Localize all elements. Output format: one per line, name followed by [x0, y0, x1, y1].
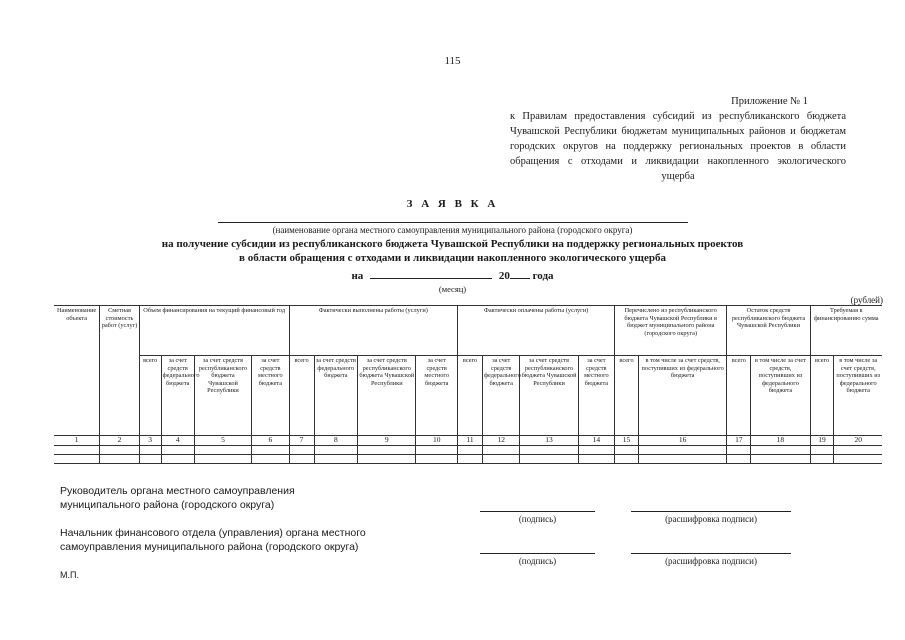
col-number: 5 — [194, 436, 251, 446]
finance-decode-caption: (расшифровка подписи) — [665, 556, 757, 566]
table-header-row — [54, 306, 882, 356]
finance-decode-line[interactable] — [631, 553, 791, 554]
appendix-title: Приложение № 1 — [731, 96, 808, 107]
form-subtitle-line-1: на получение субсидии из республиканского бюджета Чувашской Республики на поддержку региональных проектов — [161, 238, 744, 250]
month-blank[interactable] — [370, 269, 492, 279]
subsidy-table — [54, 305, 882, 464]
appendix-text: к Правилам предоставления субсидий из республиканского бюджета Чувашской Республики бюджетам муниципальных районов и бюджетам городских округов на поддержку региональных проектов в области обращения с отходами и ликвидации накопленного экологического ущерба — [510, 111, 846, 182]
sub-federal: за счет средств федерального бюджета — [482, 356, 519, 436]
col-number: 10 — [416, 436, 458, 446]
col-number: 18 — [751, 436, 810, 446]
col-number: 8 — [314, 436, 358, 446]
head-signature-caption: (подпись) — [518, 514, 557, 524]
column-numbers-row — [54, 436, 882, 446]
finance-signature-label: Начальник финансового отдела (управления) органа местного самоуправления муниципального района (городского округа) — [60, 527, 366, 553]
table-subheader-row — [54, 356, 882, 436]
appendix-block — [510, 94, 846, 184]
period-suffix: года — [532, 270, 554, 282]
form-subtitle — [0, 237, 905, 265]
col-number: 17 — [727, 436, 751, 446]
sub-total: всего — [615, 356, 639, 436]
head-decode-line[interactable] — [631, 511, 791, 512]
sub-total: всего — [139, 356, 161, 436]
col-number: 12 — [482, 436, 519, 446]
header-done: Фактически выполнены работы (услуги) — [289, 306, 457, 356]
col-number: 9 — [358, 436, 416, 446]
col-number: 14 — [578, 436, 614, 446]
sub-total: всего — [727, 356, 751, 436]
header-paid: Фактически оплачены работы (услуги) — [458, 306, 615, 356]
sub-local: за счет средств местного бюджета — [416, 356, 458, 436]
sub-total: всего — [289, 356, 314, 436]
col-number: 1 — [54, 436, 100, 446]
col-number: 6 — [252, 436, 289, 446]
sub-total: всего — [810, 356, 834, 436]
table-row[interactable] — [54, 455, 882, 464]
page-number: 115 — [444, 55, 461, 67]
sub-republic: за счет средств республиканского бюджета Чувашской Республики — [358, 356, 416, 436]
form-title: З А Я В К А — [406, 198, 499, 210]
header-required: Требуемая к финансированию сумма — [810, 306, 882, 356]
finance-signature-line[interactable] — [480, 553, 595, 554]
col-number: 15 — [615, 436, 639, 446]
header-estimate: Сметная стоимость работ (услуг) — [100, 306, 140, 436]
sub-federal: за счет средств федерального бюджета — [314, 356, 358, 436]
col-number: 3 — [139, 436, 161, 446]
sub-republic: за счет средств республиканского бюджета Чувашской Республики — [520, 356, 578, 436]
period-year: 20 — [498, 270, 510, 282]
head-signature-line[interactable] — [480, 511, 595, 512]
head-signature-label: Руководитель органа местного самоуправления муниципального района (городского округа) — [60, 485, 295, 511]
period-prefix: на — [351, 270, 364, 282]
header-planned: Объем финансирования на текущий финансовый год — [139, 306, 289, 356]
col-number: 20 — [834, 436, 882, 446]
month-caption: (месяц) — [438, 284, 467, 294]
finance-signature-caption: (подпись) — [518, 556, 557, 566]
sub-federal: за счет средств федерального бюджета — [161, 356, 194, 436]
col-number: 4 — [161, 436, 194, 446]
sub-republic: за счет средств республиканского бюджета Чувашской Республики — [194, 356, 251, 436]
period-line — [0, 269, 905, 282]
sub-transferred-federal: в том числе за счет средств, поступивших из федерального бюджета — [638, 356, 726, 436]
sub-total: всего — [458, 356, 483, 436]
head-decode-caption: (расшифровка подписи) — [665, 514, 757, 524]
header-balance: Остаток средств республиканского бюджета Чувашской Республики — [727, 306, 810, 356]
sub-local: за счет средств местного бюджета — [578, 356, 614, 436]
units-label: (рублей) — [850, 295, 883, 305]
table-row[interactable] — [54, 446, 882, 455]
header-name: Наименование объекта — [54, 306, 100, 436]
col-number: 16 — [638, 436, 726, 446]
org-name-line[interactable] — [218, 212, 688, 223]
sub-required-federal: в том числе за счет средств, поступивших из федерального бюджета — [834, 356, 882, 436]
col-number: 2 — [100, 436, 140, 446]
col-number: 7 — [289, 436, 314, 446]
sub-balance-federal: в том числе за счет средств, поступивших из федерального бюджета — [751, 356, 810, 436]
org-name-caption: (наименование органа местного самоуправления муниципального района (городского округа) — [272, 225, 633, 235]
form-subtitle-line-2: в области обращения с отходами и ликвидации накопленного экологического ущерба — [239, 252, 666, 264]
col-number: 19 — [810, 436, 834, 446]
col-number: 11 — [458, 436, 483, 446]
seal-label: М.П. — [60, 570, 79, 580]
sub-local: за счет средств местного бюджета — [252, 356, 289, 436]
header-transferred: Перечислено из республиканского бюджета Чувашской Республики в бюджет муниципального района (городского округа) — [615, 306, 727, 356]
year-blank[interactable] — [510, 269, 530, 279]
col-number: 13 — [520, 436, 578, 446]
